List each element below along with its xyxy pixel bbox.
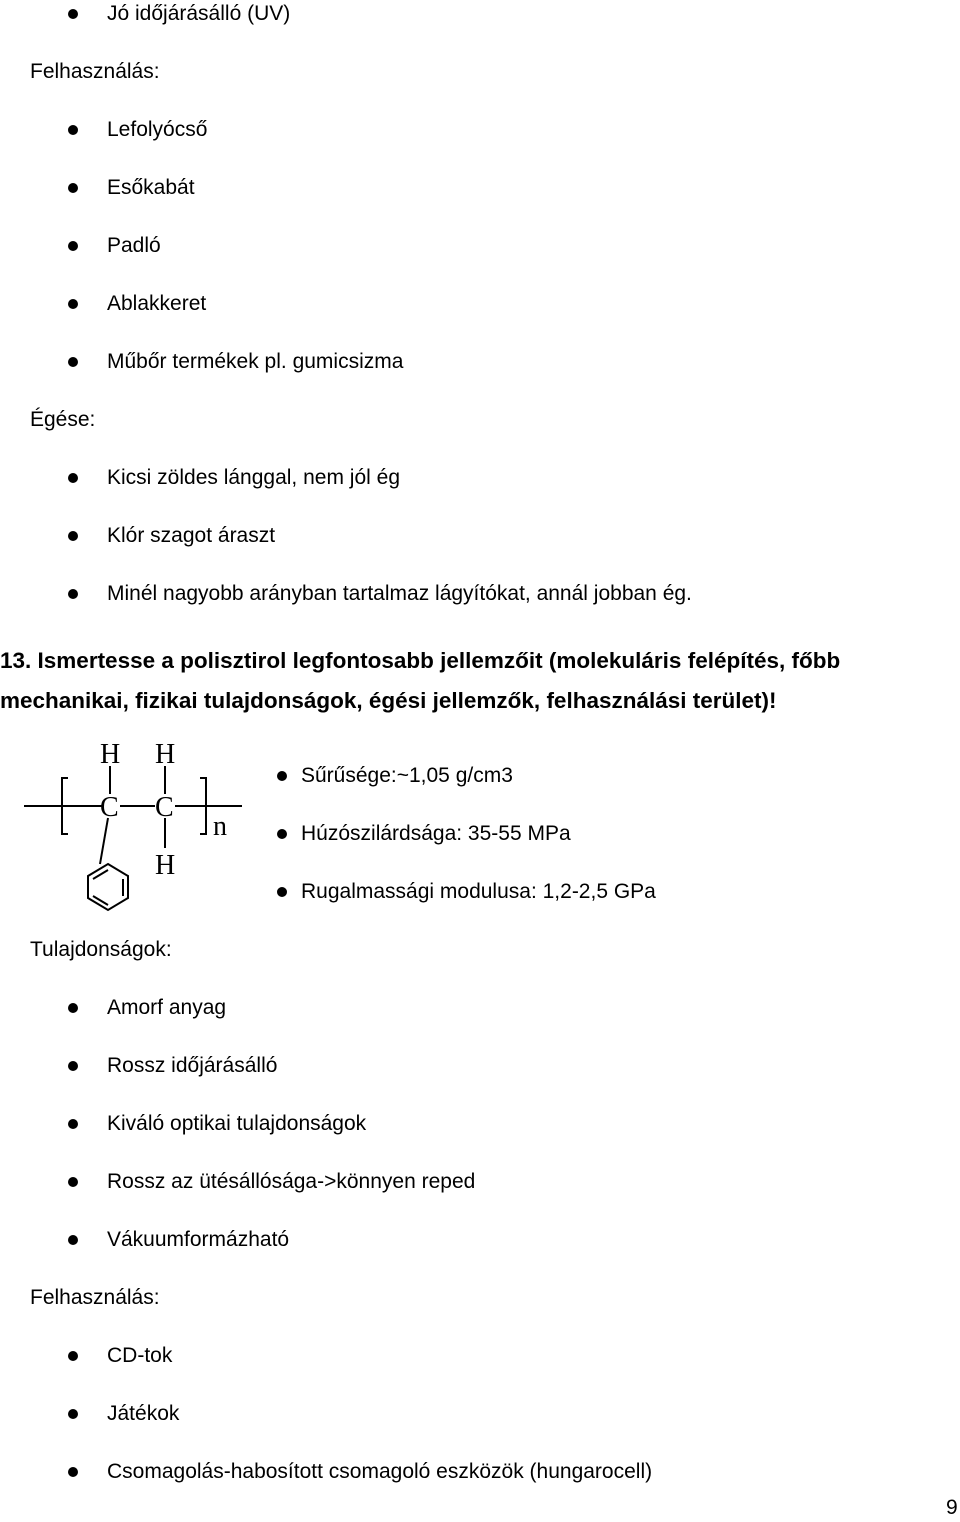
question-line-2: mechanikai, fizikai tulajdonságok, égési jellemzők, felhasználási terület)! (0, 688, 777, 713)
list-item-text: Sűrűsége:~1,05 g/cm3 (301, 764, 513, 787)
list-item-text: Jó időjárásálló (UV) (107, 2, 291, 25)
bullet-icon (68, 1177, 78, 1187)
bullet-icon (68, 473, 78, 483)
bullet-icon (68, 241, 78, 251)
list-item-text: Padló (107, 234, 161, 257)
list-item-text: Klór szagot áraszt (107, 524, 276, 547)
burn-label: Égése: (30, 408, 96, 431)
bullet-icon (68, 589, 78, 599)
bullet-icon (68, 1061, 78, 1071)
list-item-text: Kicsi zöldes lánggal, nem jól ég (107, 466, 400, 489)
bullet-icon (68, 1409, 78, 1419)
h-top-2: H (155, 739, 176, 770)
bullet-icon (68, 9, 78, 19)
list-item-text: CD-tok (107, 1344, 173, 1367)
list-item-text: Rossz az ütésállósága->könnyen reped (107, 1170, 476, 1193)
bullet-icon (68, 183, 78, 193)
page-number: 9 (946, 1496, 958, 1519)
phenyl-bond (100, 818, 108, 864)
bullet-icon (68, 1003, 78, 1013)
list-item-text: Húzószilárdsága: 35-55 MPa (301, 822, 571, 845)
bullet-icon (68, 1351, 78, 1361)
props-label: Tulajdonságok: (30, 938, 172, 961)
polystyrene-formula (20, 736, 250, 918)
repeat-n: n (213, 811, 227, 842)
question-heading (0, 641, 960, 721)
usage-label-1: Felhasználás: (30, 60, 160, 83)
carbon-1: C (100, 792, 119, 823)
list-item-text: Amorf anyag (107, 996, 227, 1019)
list-item-text: Műbőr termékek pl. gumicsizma (107, 350, 404, 373)
bullet-icon (68, 531, 78, 541)
bullet-icon (277, 771, 287, 781)
list-item-text: Rugalmassági modulusa: 1,2-2,5 GPa (301, 880, 656, 903)
list-item-text: Minél nagyobb arányban tartalmaz lágyítókat, annál jobban ég. (107, 582, 692, 605)
bullet-icon (68, 357, 78, 367)
list-item-text: Csomagolás-habosított csomagoló eszközök (hungarocell) (107, 1460, 653, 1483)
list-item-text: Kiváló optikai tulajdonságok (107, 1112, 367, 1135)
bullet-icon (277, 829, 287, 839)
bullet-icon (68, 1119, 78, 1129)
usage-label-2: Felhasználás: (30, 1286, 160, 1309)
list-item-text: Lefolyócső (107, 118, 208, 141)
bullet-icon (68, 125, 78, 135)
list-item-text: Esőkabát (107, 176, 195, 199)
h-bottom: H (155, 850, 176, 881)
bullet-icon (68, 1235, 78, 1245)
list-item-text: Ablakkeret (107, 292, 207, 315)
carbon-2: C (155, 792, 174, 823)
bullet-icon (68, 1467, 78, 1477)
bullet-icon (277, 887, 287, 897)
list-item-text: Vákuumformázható (107, 1228, 290, 1251)
h-top-1: H (100, 739, 121, 770)
bullet-icon (68, 299, 78, 309)
question-line-1: 13. Ismertesse a polisztirol legfontosabb jellemzőit (molekuláris felépítés, főbb (0, 648, 841, 673)
list-item-text: Rossz időjárásálló (107, 1054, 278, 1077)
list-item-text: Játékok (107, 1402, 180, 1425)
